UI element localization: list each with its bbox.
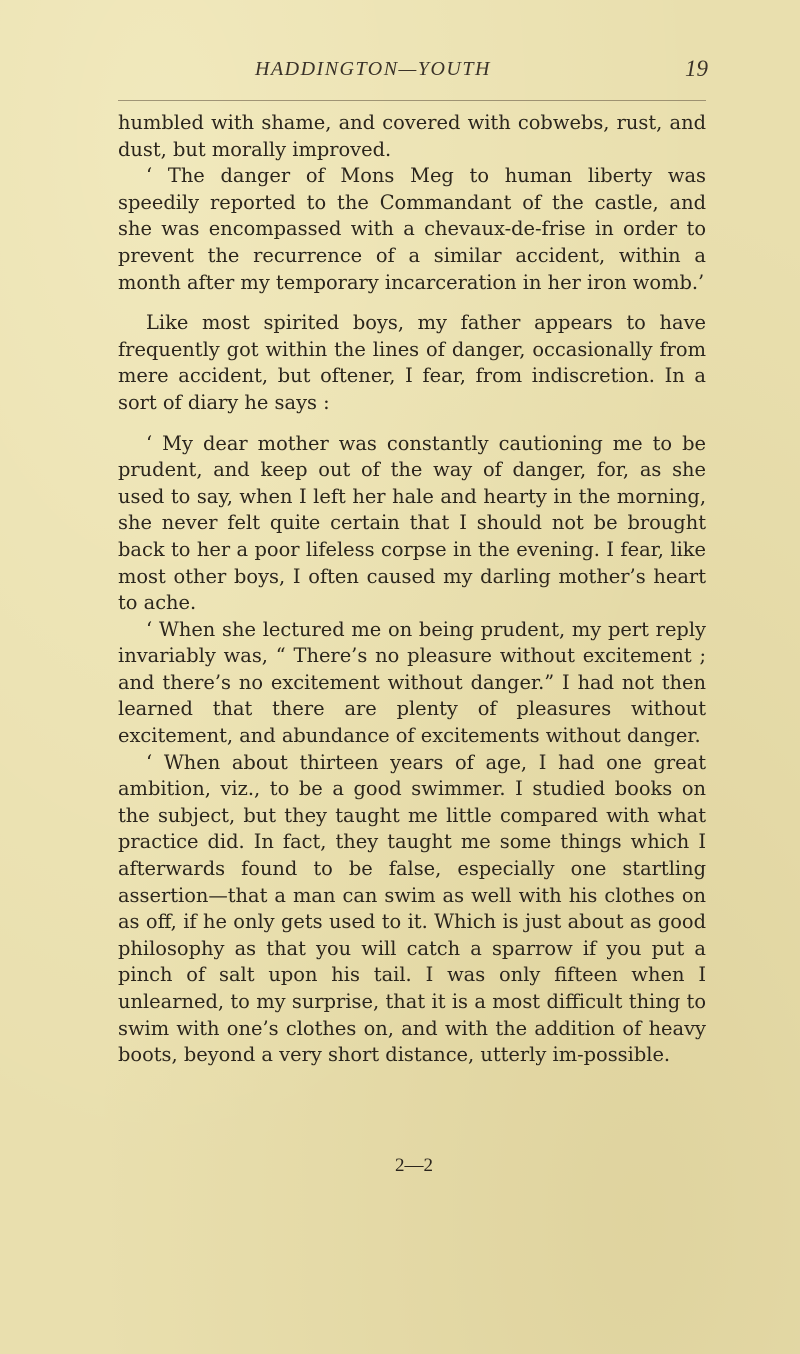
paragraph: humbled with shame, and covered with cobwebs, rust, and dust, but morally improved. <box>118 111 706 161</box>
paragraph: ‘ The danger of Mons Meg to human liberty was speedily reported to the Commandant of the castle, and she was encompassed with a chevaux-de-frise in order to prevent the recurrence of a similar accident, within a month after my temporary incarceration in her iron womb.’ <box>118 164 706 294</box>
paragraph: ‘ When she lectured me on being prudent, my pert reply invariably was, “ There’s no pleasure without excitement ; and there’s no excitement without danger.” I had not then learned that there are plenty of pleasures without excitement, and abundance of excitements without danger. <box>118 617 706 748</box>
signature-mark: 2—2 <box>395 1155 433 1176</box>
paragraph: ‘ When about thirteen years of age, I had one great ambition, viz., to be a good swimmer. I studied books on the subject, but they taught me little compared with what practice did. In fact, they taught me some things which I afterwards found to be false, especially one startling assertion—that a man can swim as well with his clothes on as off, if he only gets used to it. Which is just about as good philosophy as that you will catch a sparrow if you put a pinch of salt upon his tail. I was only fifteen when I unlearned, to my surprise, that it is a most difficult thing to swim with one’s clothes on, and with the addition of heavy boots, beyond a very short distance, utterly im-possible. <box>118 750 706 1067</box>
paragraph: Like most spirited boys, my father appears to have frequently got within the lines of danger, occasionally from mere accident, but oftener, I fear, from indiscretion. In a sort of diary he says : <box>118 311 706 414</box>
running-head-title: HADDINGTON—YOUTH <box>255 58 491 80</box>
header-rule <box>118 100 706 101</box>
running-head <box>118 58 718 88</box>
body-text <box>118 110 706 1069</box>
paragraph: ‘ My dear mother was constantly cautioning me to be prudent, and keep out of the way of danger, for, as she used to say, when I left her hale and hearty in the morning, she never felt quite certain that I should not be brought back to her a poor lifeless corpse in the evening. I fear, like most other boys, I often caused my darling mother’s heart to ache. <box>118 431 706 615</box>
page-number: 19 <box>685 56 708 81</box>
